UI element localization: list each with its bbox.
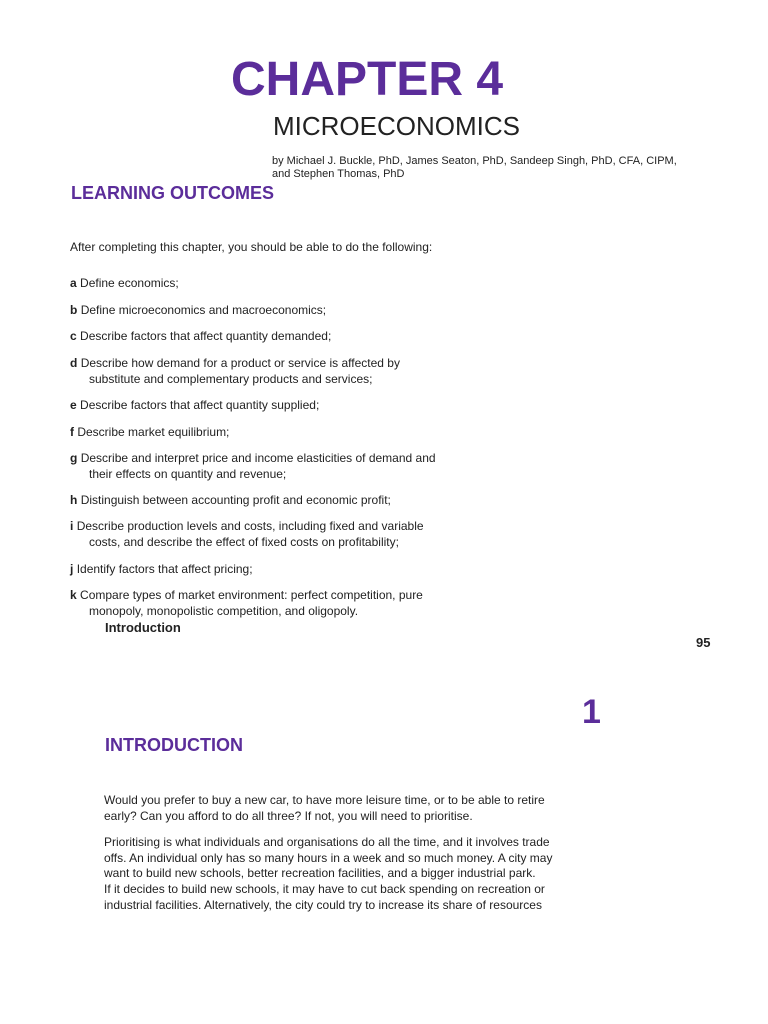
outcome-letter: j xyxy=(70,562,74,576)
outcome-text: Describe factors that affect quantity demanded; xyxy=(80,329,332,343)
learning-outcome-item xyxy=(70,425,470,441)
outcome-text: Distinguish between accounting profit and economic profit; xyxy=(80,493,391,507)
outcome-letter: i xyxy=(70,519,74,533)
learning-outcome-item xyxy=(70,398,470,414)
intro-paragraph-2 xyxy=(104,835,584,914)
learning-outcome-item xyxy=(70,303,470,319)
outcome-text: Compare types of market environment: perfect competition, pure xyxy=(80,588,423,602)
outcome-letter: g xyxy=(70,451,78,465)
learning-outcome-item xyxy=(70,329,470,345)
authors-byline xyxy=(272,155,712,181)
learning-outcome-item xyxy=(70,451,470,482)
outcome-letter: e xyxy=(70,398,77,412)
outcome-letter: h xyxy=(70,493,78,507)
authors-line: by Michael J. Buckle, PhD, James Seaton, PhD, Sandeep Singh, PhD, CFA, CIPM, xyxy=(272,155,677,167)
learning-outcomes-intro: After completing this chapter, you should be able to do the following: xyxy=(70,240,433,254)
outcome-text: Describe factors that affect quantity supplied; xyxy=(80,398,320,412)
outcome-text: Describe and interpret price and income elasticities of demand and xyxy=(80,451,436,465)
learning-outcome-item xyxy=(70,562,470,578)
outcome-text-continued: monopoly, monopolistic competition, and oligopoly. xyxy=(89,603,359,618)
outcome-letter: d xyxy=(70,356,78,370)
outcome-text: Define microeconomics and macroeconomics; xyxy=(80,303,327,317)
learning-outcome-item xyxy=(70,276,470,292)
outcome-letter: a xyxy=(70,276,77,290)
page-number: 95 xyxy=(696,635,711,650)
outcome-text: Identify factors that affect pricing; xyxy=(76,562,253,576)
chapter-title: CHAPTER 4 xyxy=(231,53,504,106)
outcome-text-continued: their effects on quantity and revenue; xyxy=(89,466,287,481)
outcome-text: Describe market equilibrium; xyxy=(77,425,230,439)
outcome-text-continued: costs, and describe the effect of fixed costs on profitability; xyxy=(89,534,399,549)
authors-line: and Stephen Thomas, PhD xyxy=(272,168,405,180)
running-header: Introduction xyxy=(105,620,181,635)
learning-outcome-item xyxy=(70,356,470,387)
paragraph-line: offs. An individual only has so many hours in a week and so much money. A city may xyxy=(104,850,553,865)
outcome-letter: f xyxy=(70,425,74,439)
learning-outcome-item xyxy=(70,493,470,509)
section-heading: INTRODUCTION xyxy=(105,735,243,755)
intro-paragraph-1 xyxy=(104,793,584,824)
outcome-letter: k xyxy=(70,588,77,602)
paragraph-line: want to build new schools, better recreation facilities, and a bigger industrial park. xyxy=(104,866,536,881)
learning-outcomes-heading: LEARNING OUTCOMES xyxy=(71,183,275,203)
outcome-text: Describe production levels and costs, including fixed and variable xyxy=(76,519,424,533)
paragraph-line: If it decides to build new schools, it may have to cut back spending on recreation or xyxy=(104,882,545,897)
learning-outcome-item xyxy=(70,588,470,619)
outcome-text: Describe how demand for a product or service is affected by xyxy=(80,356,400,370)
paragraph-line: Would you prefer to buy a new car, to have more leisure time, or to be able to retire xyxy=(104,793,545,807)
paragraph-line: early? Can you afford to do all three? If not, you will need to prioritise. xyxy=(104,808,473,823)
chapter-subtitle: MICROECONOMICS xyxy=(273,111,520,141)
outcome-letter: c xyxy=(70,329,77,343)
paragraph-line: Prioritising is what individuals and organisations do all the time, and it involves trade xyxy=(104,835,550,849)
learning-outcome-item xyxy=(70,519,470,550)
outcome-text-continued: substitute and complementary products and services; xyxy=(89,371,373,386)
outcome-text: Define economics; xyxy=(80,276,179,290)
outcome-letter: b xyxy=(70,303,78,317)
paragraph-line: industrial facilities. Alternatively, the city could try to increase its share of resources xyxy=(104,897,542,912)
section-number: 1 xyxy=(582,693,601,731)
